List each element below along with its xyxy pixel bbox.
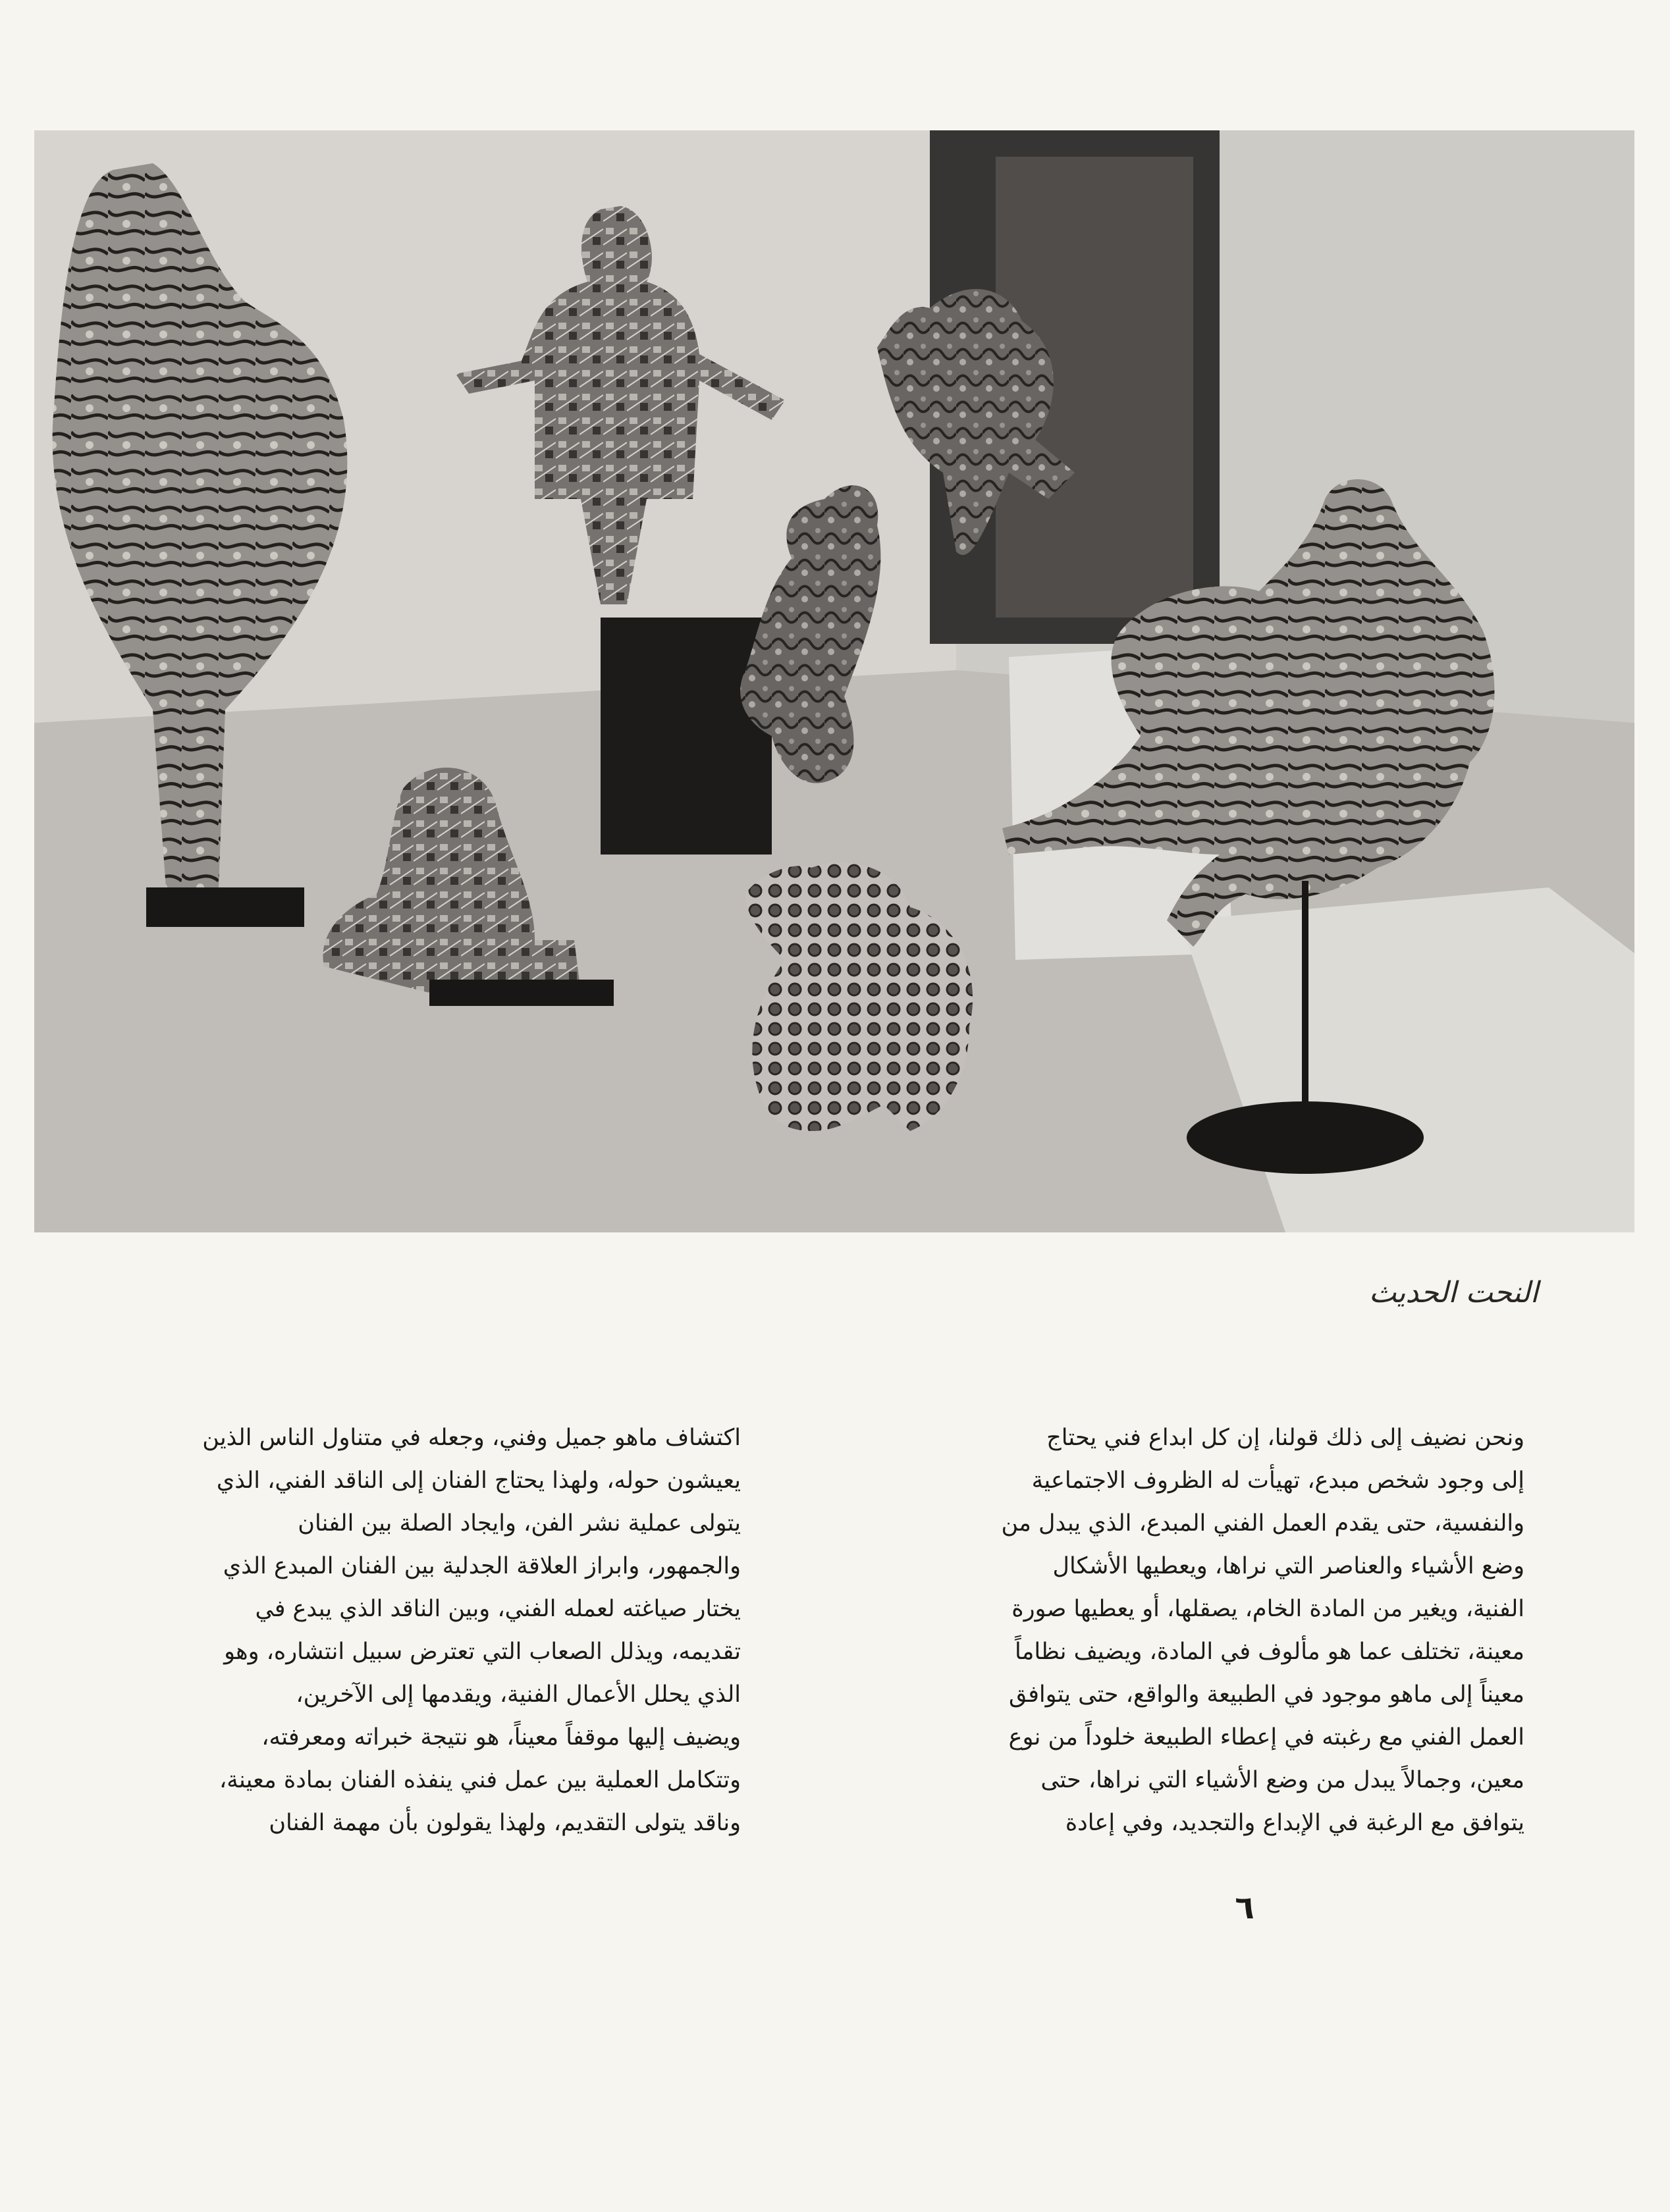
paragraph-line: إلى وجود شخص مبدع، تهيأت له الظروف الاجتماعية <box>1031 1467 1524 1494</box>
paragraph-line: والجمهور، وابراز العلاقة الجدلية بين الفنان المبدع الذي <box>223 1553 741 1579</box>
paragraph-line: ونحن نضيف إلى ذلك قولنا، إن كل ابداع فني يحتاج <box>1046 1425 1524 1451</box>
paragraph-line: يتوافق مع الرغبة في الإبداع والتجديد، وفي إعادة <box>1065 1810 1524 1836</box>
paragraph-line: والنفسية، حتى يقدم العمل الفني المبدع، الذي يبدل من <box>1001 1510 1524 1537</box>
paragraph-line: وضع الأشياء والعناصر التي نراها، ويعطيها الأشكال <box>1052 1553 1524 1579</box>
paragraph-line: يتولى عملية نشر الفن، وايجاد الصلة بين الفنان <box>298 1510 741 1537</box>
paragraph-line: معيناً إلى ماهو موجود في الطبيعة والواقع، حتى يتوافق <box>1009 1681 1524 1708</box>
paragraph-line: وتتكامل العملية بين عمل فني ينفذه الفنان بمادة معينة، <box>219 1767 741 1793</box>
text-column-right <box>919 1417 1524 1845</box>
photo-illustration <box>34 130 1634 1232</box>
page-number: ٦ <box>1235 1889 1254 1926</box>
paragraph-line: اكتشاف ماهو جميل وفني، وجعله في متناول الناس الذين <box>202 1425 741 1451</box>
paragraph-line: تقديمه، ويذلل الصعاب التي تعترض سبيل انتشاره، وهو <box>224 1639 741 1665</box>
paragraph-line: وناقد يتولى التقديم، ولهذا يقولون بأن مهمة الفنان <box>269 1810 741 1836</box>
photo-caption: النحت الحديث <box>1368 1276 1538 1309</box>
sculpture-photograph <box>34 130 1634 1232</box>
paragraph-line: ويضيف إليها موقفاً معيناً، هو نتيجة خبراته ومعرفته، <box>261 1724 741 1751</box>
paragraph-line: معين، وجمالاً يبدل من وضع الأشياء التي نراها، حتى <box>1040 1767 1524 1793</box>
paragraph-line: معينة، تختلف عما هو مألوف في المادة، ويضيف نظاماً <box>1014 1639 1524 1665</box>
paragraph-line: الذي يحلل الأعمال الفنية، ويقدمها إلى الآخرين، <box>296 1681 741 1708</box>
paragraph-line: العمل الفني مع رغبته في إعطاء الطبيعة خلوداً من نوع <box>1008 1724 1524 1751</box>
paragraph-line: الفنية، ويغير من المادة الخام، يصقلها، أو يعطيها صورة <box>1011 1596 1524 1622</box>
text-column-left <box>135 1417 741 1845</box>
paragraph-line: يختار صياغته لعمله الفني، وبين الناقد الذي يبدع في <box>255 1596 741 1622</box>
paragraph-line: يعيشون حوله، ولهذا يحتاج الفنان إلى الناقد الفني، الذي <box>216 1467 741 1494</box>
